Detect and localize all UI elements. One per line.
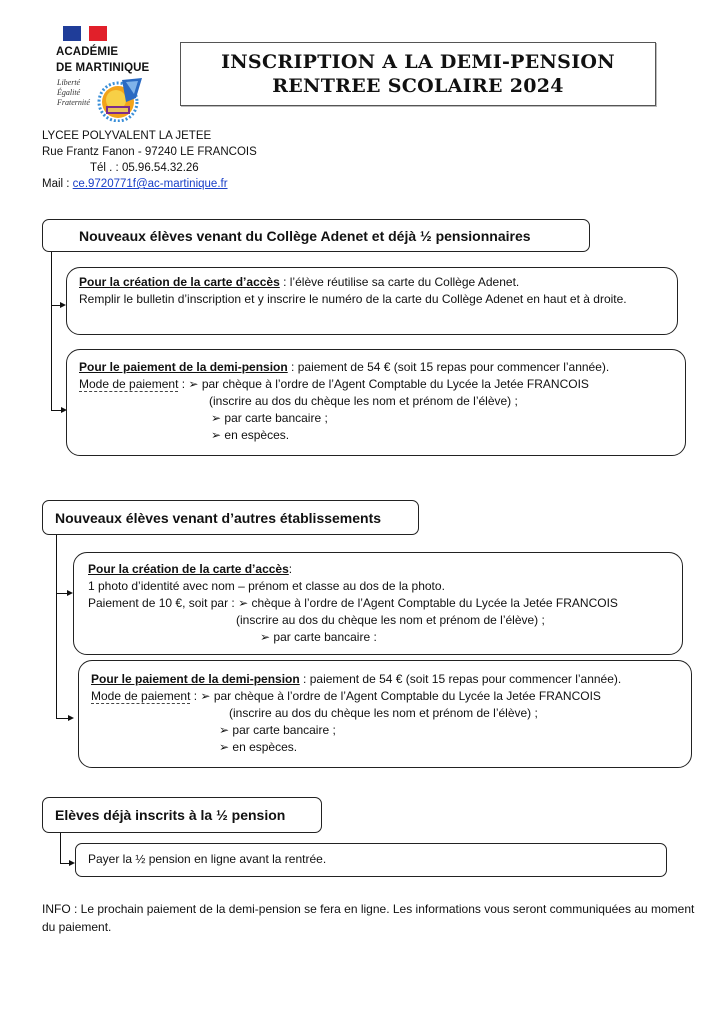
- access-card-instruction: Remplir le bulletin d’inscription et y inscrire le numéro de la carte du Collège Adenet en haut et à droite.: [79, 292, 627, 306]
- section-heading-text: Elèves déjà inscrits à la ½ pension: [55, 807, 286, 823]
- card-fee-text: Paiement de 10 €, soit par :: [88, 596, 239, 610]
- payment-option-cheque-note: (inscrire au dos du chèque les nom et prénom de l’élève) ;: [209, 394, 518, 408]
- section-heading-text: Nouveaux élèves venant d’autres établissements: [55, 509, 382, 526]
- fee-option-cheque-note: (inscrire au dos du chèque les nom et prénom de l’élève) ;: [236, 613, 545, 627]
- payment-option-cash: en espèces.: [224, 428, 290, 442]
- title-line-2: RENTREE SCOLAIRE 2024: [272, 75, 564, 97]
- motto-egalite: Égalité: [57, 88, 81, 97]
- bullet-arrow-icon: ➢: [211, 428, 222, 442]
- school-street-address: Rue Frantz Fanon - 97240 LE FRANCOIS: [42, 146, 257, 158]
- payment-option-card: par carte bancaire ;: [224, 411, 328, 425]
- bullet-arrow-icon: ➢: [219, 740, 230, 754]
- payment-text: : paiement de 54 € (soit 15 repas pour commencer l’année).: [299, 672, 622, 686]
- motto-liberte: Liberté: [57, 78, 81, 87]
- bullet-arrow-icon: ➢: [260, 630, 271, 644]
- connector-line: [56, 535, 57, 718]
- section-heading-college-adenet: [42, 219, 590, 252]
- access-card-label: Pour la création de la carte d’accès: [88, 562, 289, 576]
- motto-fraternite: Fraternité: [57, 98, 90, 107]
- access-card-label: Pour la création de la carte d’accès: [79, 275, 280, 289]
- academy-line-1: ACADÉMIE: [56, 46, 119, 58]
- bullet-arrow-icon: ➢: [188, 377, 199, 391]
- school-phone: Tél . : 05.96.54.32.26: [90, 162, 199, 174]
- payment-label: Pour le paiement de la demi-pension: [91, 672, 300, 686]
- online-payment-box: [75, 843, 667, 877]
- section-heading-text: Nouveaux élèves venant du Collège Adenet et déjà ½ pensionnaires: [79, 227, 531, 244]
- payment-option-cheque: par chèque à l’ordre de l’Agent Comptable du Lycée la Jetée FRANCOIS: [213, 689, 601, 703]
- bullet-arrow-icon: ➢: [238, 596, 249, 610]
- payment-option-card: par carte bancaire ;: [232, 723, 336, 737]
- title-line-1: INSCRIPTION A LA DEMI-PENSION: [221, 51, 615, 73]
- connector-line: [60, 833, 61, 863]
- fee-option-card: par carte bancaire :: [273, 630, 377, 644]
- academy-name: [56, 44, 149, 76]
- school-mail-line: [42, 176, 257, 192]
- access-card-text: : l’élève réutilise sa carte du Collège Adenet.: [279, 275, 520, 289]
- republic-motto: [57, 78, 90, 108]
- school-name: LYCEE POLYVALENT LA JETEE: [42, 130, 212, 142]
- fee-option-cheque: chèque à l’ordre de l’Agent Comptable du Lycée la Jetée FRANCOIS: [251, 596, 618, 610]
- bullet-arrow-icon: ➢: [219, 723, 230, 737]
- academy-line-2: DE MARTINIQUE: [56, 62, 150, 74]
- payment-mode-label: Mode de paiement: [91, 689, 191, 703]
- payment-info-box: [78, 660, 692, 768]
- access-card-info-box: [73, 552, 683, 655]
- info-note: INFO : Le prochain paiement de la demi-pension se fera en ligne. Les informations vous seront communiquées au moment du paiement.: [42, 902, 695, 934]
- label-suffix: :: [288, 562, 293, 576]
- connector-line: [51, 252, 52, 410]
- online-payment-text: Payer la ½ pension en ligne avant la rentrée.: [88, 852, 327, 866]
- separator: :: [178, 377, 189, 391]
- school-logo-icon: [96, 76, 150, 122]
- section-heading-other-schools: [42, 500, 419, 535]
- separator: :: [190, 689, 201, 703]
- payment-mode-label: Mode de paiement: [79, 377, 179, 391]
- payment-option-cheque: par chèque à l’ordre de l’Agent Comptable du Lycée la Jetée FRANCOIS: [201, 377, 589, 391]
- page-title: [180, 42, 656, 106]
- payment-text: : paiement de 54 € (soit 15 repas pour commencer l’année).: [287, 360, 610, 374]
- bullet-arrow-icon: ➢: [211, 411, 222, 425]
- school-address-block: [42, 128, 257, 192]
- payment-info-box: [66, 349, 686, 456]
- payment-label: Pour le paiement de la demi-pension: [79, 360, 288, 374]
- photo-instruction: 1 photo d’identité avec nom – prénom et classe au dos de la photo.: [88, 579, 445, 593]
- payment-option-cash: en espèces.: [232, 740, 298, 754]
- bullet-arrow-icon: ➢: [200, 689, 211, 703]
- school-email-link[interactable]: ce.9720771f@ac-martinique.fr: [72, 178, 228, 190]
- access-card-info-box: [66, 267, 678, 335]
- payment-option-cheque-note: (inscrire au dos du chèque les nom et prénom de l’élève) ;: [229, 706, 538, 720]
- french-republic-flag-icon: [63, 26, 107, 41]
- arrow-right-icon: [68, 715, 74, 721]
- section-heading-already-registered: [42, 797, 322, 833]
- mail-label: Mail :: [42, 178, 73, 190]
